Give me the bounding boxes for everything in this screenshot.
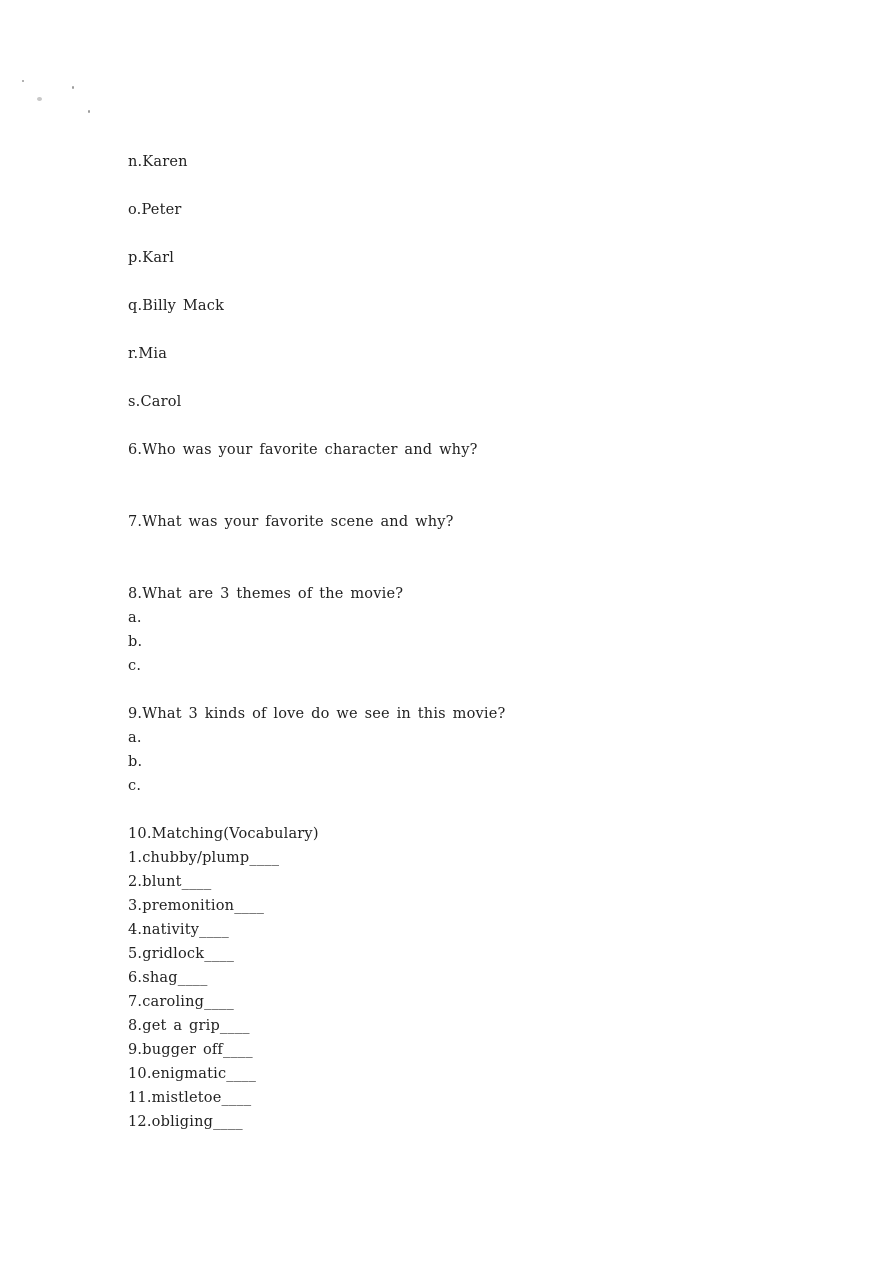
character-item: o.Peter (128, 202, 182, 218)
character-item: s.Carol (128, 394, 182, 410)
answer-option: a. (128, 610, 142, 626)
vocab-item: 6.shag____ (128, 970, 208, 986)
character-item: n.Karen (128, 154, 188, 170)
answer-option: c. (128, 778, 142, 794)
vocab-item: 8.get a grip____ (128, 1018, 250, 1034)
vocab-item: 5.gridlock____ (128, 946, 235, 962)
vocab-item: 2.blunt____ (128, 874, 212, 890)
character-item: q.Billy Mack (128, 298, 225, 314)
answer-option: b. (128, 634, 143, 650)
speck (37, 97, 42, 101)
question-7: 7.What was your favorite scene and why? (128, 514, 454, 530)
answer-option: c. (128, 658, 142, 674)
vocab-item: 9.bugger off____ (128, 1042, 253, 1058)
character-item: r.Mia (128, 346, 168, 362)
question-8: 8.What are 3 themes of the movie? (128, 586, 404, 602)
vocab-item: 10.enigmatic____ (128, 1066, 257, 1082)
vocab-item: 1.chubby/plump____ (128, 850, 280, 866)
question-9-block (128, 702, 828, 798)
question-10-block (128, 822, 828, 1134)
character-item: p.Karl (128, 250, 175, 266)
question-10-title: 10.Matching(Vocabulary) (128, 826, 319, 842)
question-6: 6.Who was your favorite character and why? (128, 442, 478, 458)
vocab-item: 3.premonition____ (128, 898, 265, 914)
question-8-block (128, 582, 828, 678)
speck (72, 86, 74, 89)
answer-option: b. (128, 754, 143, 770)
speck (22, 80, 24, 82)
vocab-item: 4.nativity____ (128, 922, 229, 938)
vocab-item: 7.caroling____ (128, 994, 234, 1010)
worksheet-content (128, 150, 828, 1158)
question-9: 9.What 3 kinds of love do we see in this movie? (128, 706, 506, 722)
answer-option: a. (128, 730, 142, 746)
vocab-item: 11.mistletoe____ (128, 1090, 252, 1106)
speck (88, 110, 90, 113)
vocab-item: 12.obliging____ (128, 1114, 243, 1130)
